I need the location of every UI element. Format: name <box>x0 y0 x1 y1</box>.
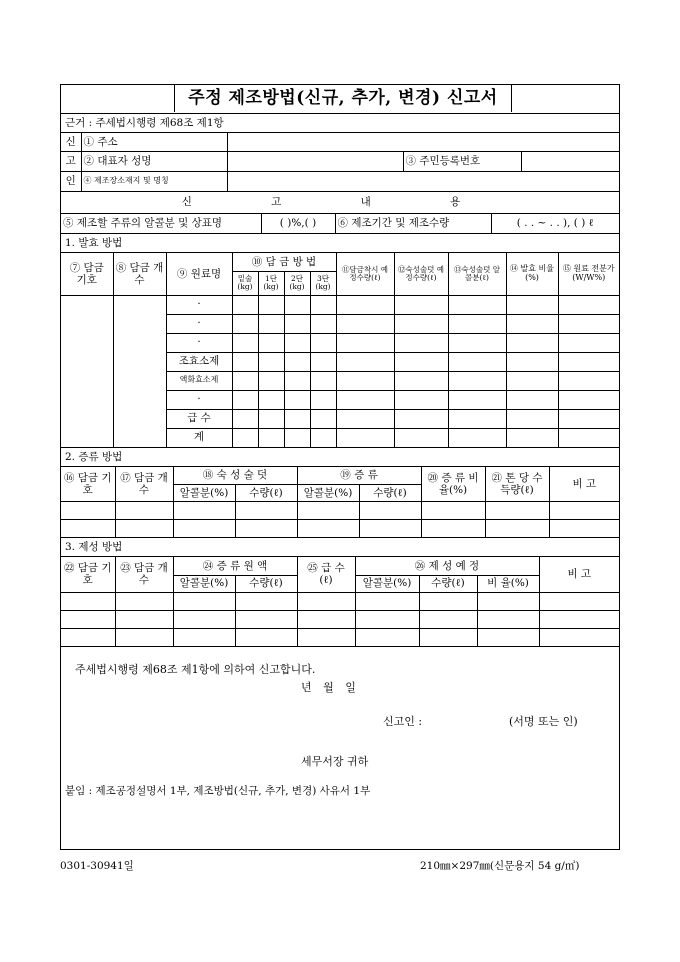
material-row-label: · <box>166 295 232 314</box>
paper-spec: 210㎜×297㎜(신문용지 54 g/㎡) <box>420 860 580 872</box>
sub-alcohol: 알콜분(%) <box>173 575 235 592</box>
h18-header: ⑱ 숙 성 술 덧 <box>173 467 297 485</box>
section2-title: 2. 증류 방법 <box>61 448 619 467</box>
h26-header: ㉖ 제 성 예 정 <box>355 557 539 575</box>
resident-no-field[interactable] <box>521 151 619 171</box>
item6-label: ⑥ 제조기간 및 제조수량 <box>335 214 491 234</box>
sub-ratio: 비 율(%) <box>477 575 539 592</box>
table-row[interactable] <box>61 610 619 628</box>
h7-header: ⑦ 담금 기호 <box>61 253 113 295</box>
h9-header: ⑨ 원료명 <box>166 253 232 295</box>
side-label-3: 인 <box>61 171 81 191</box>
address-label: ① 주소 <box>81 133 227 151</box>
h17-header: ⑰ 담금 개수 <box>115 467 173 502</box>
sub-qty: 수량(ℓ) <box>235 485 297 502</box>
h8-header: ⑧ 담금 개수 <box>113 253 166 295</box>
sub-qty: 수량(ℓ) <box>235 575 297 592</box>
h11-header: ⑪담금착시 예정수량(ℓ) <box>336 253 394 295</box>
h16-header: ⑯ 담금 기호 <box>61 467 115 502</box>
table-row[interactable] <box>61 628 619 646</box>
h19-header: ⑲ 증 류 <box>297 467 421 485</box>
h12-header: ⑫숙성술덧 예정수량(ℓ) <box>394 253 448 295</box>
address-field[interactable] <box>227 133 619 151</box>
declaration-area <box>61 647 619 810</box>
formulation-table <box>61 557 619 647</box>
alcohol-table <box>61 214 619 235</box>
sub-alcohol: 알콜분(%) <box>297 485 359 502</box>
material-row-label: 급 수 <box>166 409 232 428</box>
distillation-table <box>61 467 619 539</box>
material-row-label: 조효소제 <box>166 352 232 371</box>
h21-header: ㉑ 톤 당 수득량(ℓ) <box>485 467 549 502</box>
h22-header: ㉒ 담금 기호 <box>61 557 115 592</box>
reporter-line: 신고인 : <box>383 714 423 728</box>
h10-sub-3: 2단 (kg) <box>284 271 310 295</box>
h15-header: ⑮ 원료 전분가 (W/W%) <box>558 253 619 295</box>
h20-header: ⑳ 증 류 비율(%) <box>421 467 485 502</box>
remarks-header: 비 고 <box>549 467 619 502</box>
section1-title: 1. 발효 방법 <box>61 234 619 253</box>
factory-field[interactable] <box>227 171 619 191</box>
h24-header: ㉔ 증 류 원 액 <box>173 557 297 575</box>
material-row-label: · <box>166 333 232 352</box>
sub-qty: 수량(ℓ) <box>419 575 477 592</box>
attachment-line: 붙임 : 제조공정설명서 1부, 제조방법(신규, 추가, 변경) 사유서 1부 <box>65 784 371 797</box>
table-row[interactable] <box>61 502 619 520</box>
h23-header: ㉓ 담금 개수 <box>115 557 173 592</box>
side-label-1: 신 <box>61 133 81 151</box>
recipient-line: 세무서장 귀하 <box>301 754 369 768</box>
code-cell[interactable] <box>61 295 113 447</box>
h14-header: ⑭ 발효 비율 (%) <box>506 253 558 295</box>
fermentation-table <box>61 253 619 448</box>
item6-value[interactable]: ( . . ~ . . ), ( ) ℓ <box>491 214 619 234</box>
sub-alcohol: 알콜분(%) <box>173 485 235 502</box>
title-row <box>61 85 619 114</box>
resident-no-label: ③ 주민등록번호 <box>403 151 521 171</box>
item5-value[interactable]: ( )%,( ) <box>261 214 335 234</box>
table-row[interactable] <box>61 520 619 538</box>
form-code: 0301-30941일 <box>60 860 134 872</box>
count-cell[interactable] <box>113 295 166 447</box>
factory-label: ④ 제조장소재지 및 명칭 <box>81 171 227 191</box>
h10-sub-2: 1단 (kg) <box>258 271 284 295</box>
table-row[interactable] <box>61 592 619 610</box>
reporter-table <box>61 133 619 214</box>
material-row-label: · <box>166 390 232 409</box>
material-row-total: 계 <box>166 428 232 447</box>
form-frame <box>60 84 620 850</box>
section3-title: 3. 제성 방법 <box>61 538 619 557</box>
legal-basis: 근거 : 주세법시행령 제68조 제1항 <box>61 114 619 133</box>
declaration-text: 주세법시행령 제68조 제1항에 의하여 신고합니다. <box>75 662 316 676</box>
material-row-label: · <box>166 314 232 333</box>
material-row-label: 액화효소제 <box>166 371 232 390</box>
h13-header: ⑬숙성술덧 알콜분(ℓ) <box>448 253 506 295</box>
rep-name-label: ② 대표자 성명 <box>81 151 227 171</box>
date-line: 년 월 일 <box>301 680 356 694</box>
h10-sub-1: 밑술 (kg) <box>232 271 258 295</box>
side-label-2: 고 <box>61 151 81 171</box>
report-content-label: 신 고 내 용 <box>61 191 619 213</box>
item5-label: ⑤ 제조할 주류의 알콜분 및 상표명 <box>61 214 261 234</box>
sub-qty: 수량(ℓ) <box>359 485 421 502</box>
remarks-header: 비 고 <box>539 557 619 592</box>
form-title: 주정 제조방법(신규, 추가, 변경) 신고서 <box>174 85 512 112</box>
h10-sub-4: 3단 (kg) <box>310 271 336 295</box>
sub-alcohol: 알콜분(%) <box>355 575 419 592</box>
rep-name-field[interactable] <box>227 151 403 171</box>
h25-header: ㉕ 급 수 (ℓ) <box>297 557 355 592</box>
h10-header: ⑩ 담 금 방 법 <box>232 253 336 271</box>
sign-line: (서명 또는 인) <box>509 714 578 728</box>
